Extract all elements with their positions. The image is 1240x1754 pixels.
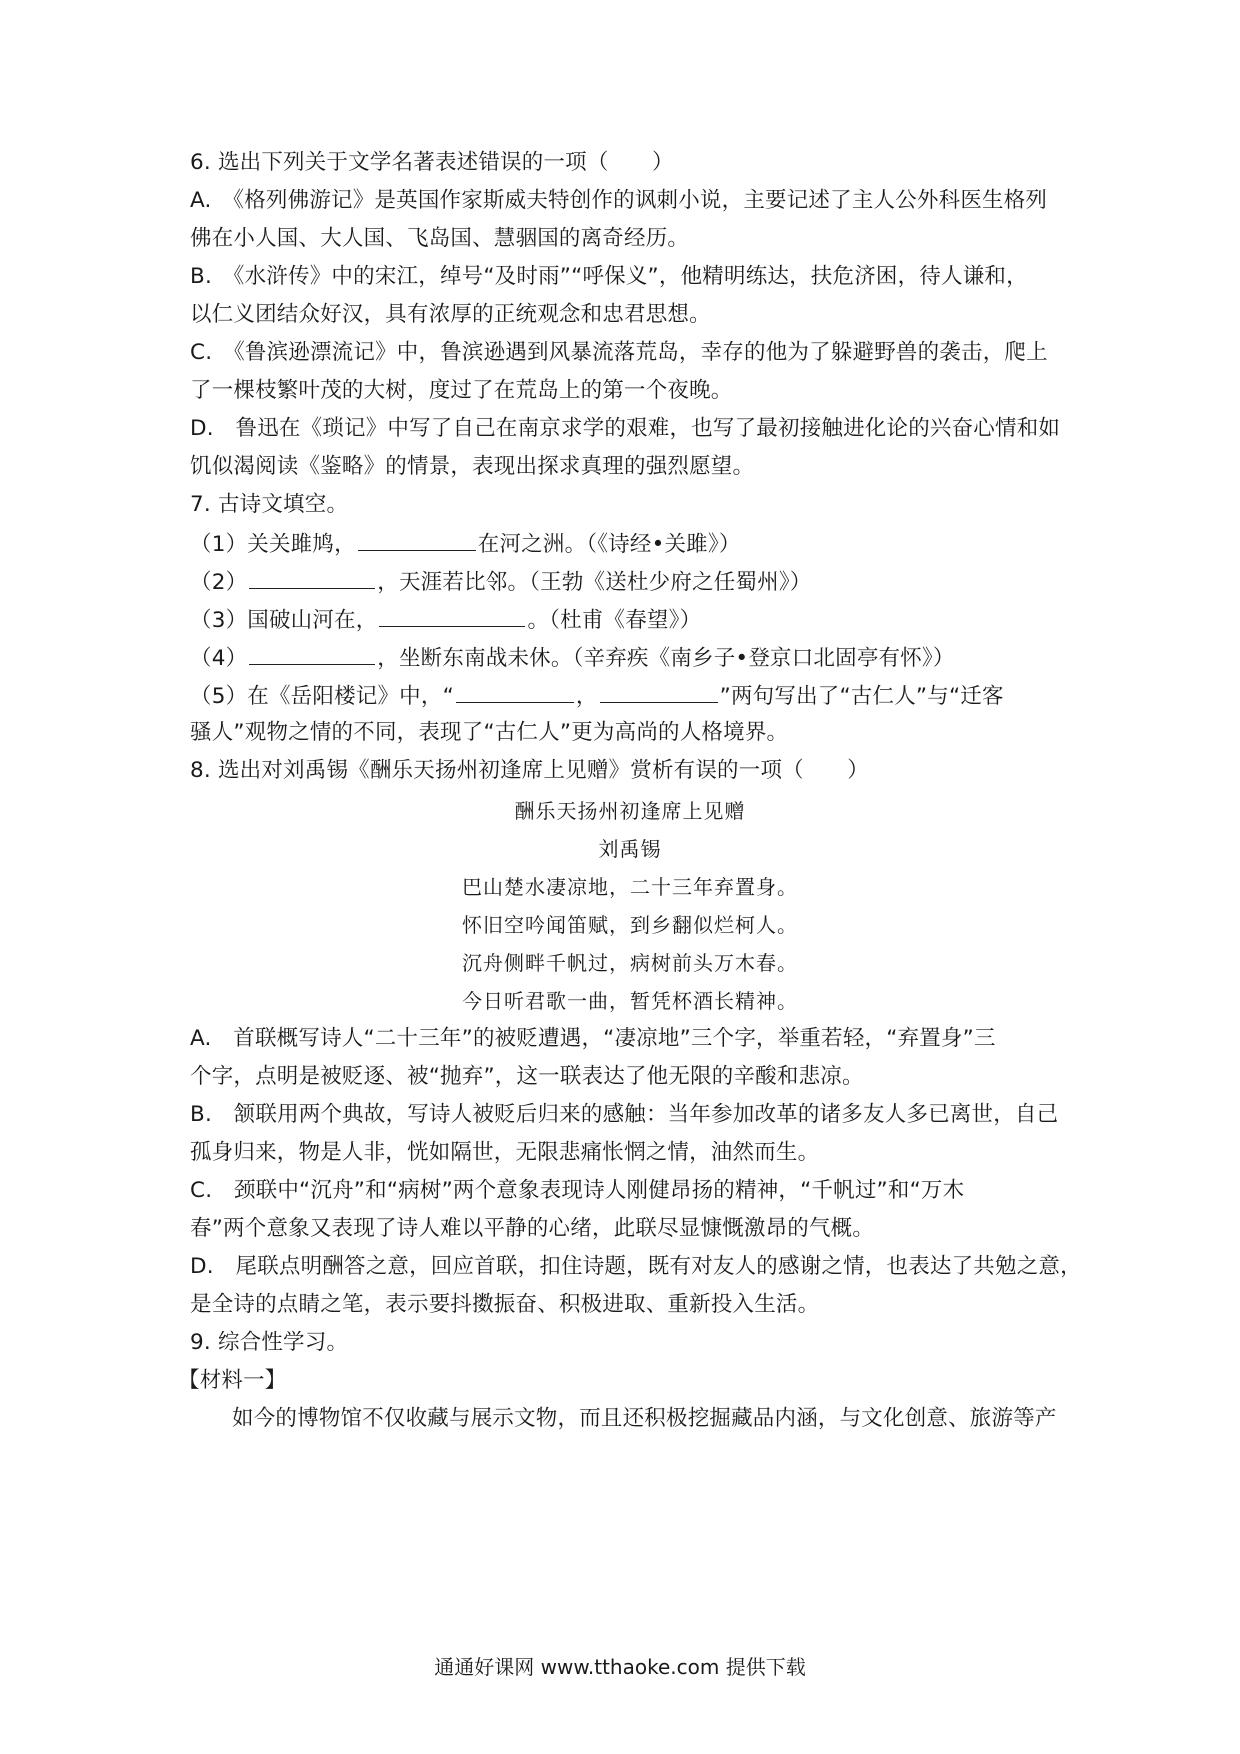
q7-item-3 [190, 604, 1070, 636]
q8-option-b-line2: 孤身归来，物是人非，恍如隔世，无限悲痛怅惘之情，油然而生。 [190, 1140, 820, 1165]
q7-item-2-suffix: ，天涯若比邻。（王勃《送杜少府之任蜀州》） [377, 570, 812, 595]
q7-item-3-suffix: 。（杜甫《春望》） [527, 608, 702, 633]
q8-option-c-line2: 春”两个意象又表现了诗人难以平静的心绪，此联尽显慷慨激昂的气概。 [190, 1216, 875, 1241]
q7-item-2-prefix: （2） [190, 570, 248, 595]
q8-option-c-line1: C. 颈联中“沉舟”和“病树”两个意象表现诗人刚健昂扬的精神，“千帆过”和“万木 [190, 1178, 965, 1203]
q7-item-4-suffix: ，坐断东南战未休。（辛弃疾《南乡子•登京口北固亭有怀》） [377, 646, 955, 671]
q8-option-d-line2: 是全诗的点睛之笔，表示要抖擞振奋、积极进取、重新投入生活。 [190, 1292, 820, 1317]
poem-author: 刘禹锡 [598, 837, 662, 861]
q7-item-5 [190, 680, 1070, 712]
page-footer: 通通好课网 www.tthaoke.com 提供下载 [434, 1655, 806, 1679]
poem-title: 酬乐天扬州初逢席上见赠 [514, 799, 746, 823]
q7-item-5-line2: 骚人”观物之情的不同，表现了“古仁人”更为高尚的人格境界。 [190, 720, 789, 745]
q6-option-a-line2: 佛在小人国、大人国、飞岛国、慧骃国的离奇经历。 [190, 226, 690, 251]
q8-option-a-line2: 个字，点明是被贬逐、被“抛弃”，这一联表达了他无限的辛酸和悲凉。 [190, 1064, 864, 1089]
q7-item-2 [190, 566, 1070, 598]
material-label: 【材料一】 [178, 1368, 287, 1393]
material-text: 如今的博物馆不仅收藏与展示文物，而且还积极挖掘藏品内涵，与文化创意、旅游等产 [232, 1406, 1057, 1431]
answer-blank[interactable] [249, 642, 375, 665]
q6-option-c-line2: 了一棵枝繁叶茂的大树，度过了在荒岛上的第一个夜晚。 [190, 378, 733, 403]
q7-item-3-prefix: （3）国破山河在， [190, 608, 378, 633]
q8-title: 8. 选出对刘禹锡《酬乐天扬州初逢席上见赠》赏析有误的一项（ ） [190, 758, 869, 783]
q9-title: 9. 综合性学习。 [190, 1330, 349, 1355]
q8-option-b-line1: B. 颔联用两个典故，写诗人被贬后归来的感触：当年参加改革的诸多友人多已离世，自己 [190, 1102, 1059, 1127]
q6-option-b-line1: B. 《水浒传》中的宋江，绰号“及时雨”“呼保义”，他精明练达，扶危济困，待人谦和， [190, 264, 1028, 289]
poem-line: 怀旧空吟闻笛赋，到乡翻似烂柯人。 [462, 913, 798, 937]
answer-blank[interactable] [379, 604, 525, 627]
q7-item-4 [190, 642, 1070, 674]
q7-title: 7. 古诗文填空。 [190, 492, 349, 517]
q7-item-1-suffix: 在河之洲。（《诗经•关雎》） [477, 532, 741, 557]
poem-line: 巴山楚水凄凉地，二十三年弃置身。 [462, 875, 798, 899]
q6-option-d-line2: 饥似渴阅读《鉴略》的情景，表现出探求真理的强烈愿望。 [190, 454, 755, 479]
q7-item-1 [190, 528, 1070, 560]
q7-item-5-suffix: ”两句写出了“古仁人”与“迁客 [719, 684, 1004, 709]
answer-blank[interactable] [600, 680, 718, 703]
answer-blank[interactable] [456, 680, 574, 703]
q6-option-a-line1: A. 《格列佛游记》是英国作家斯威夫特创作的讽刺小说，主要记述了主人公外科医生格列 [190, 188, 1048, 213]
answer-blank[interactable] [358, 528, 476, 551]
answer-blank[interactable] [249, 566, 375, 589]
q7-item-1-prefix: （1）关关雎鸠， [190, 532, 356, 557]
q6-title: 6. 选出下列关于文学名著表述错误的一项（ ） [190, 150, 674, 175]
poem-line: 沉舟侧畔千帆过，病树前头万木春。 [462, 951, 798, 975]
q6-option-c-line1: C. 《鲁滨逊漂流记》中，鲁滨逊遇到风暴流落荒岛，幸存的他为了躲避野兽的袭击，爬上 [190, 340, 1048, 365]
poem-line: 今日听君歌一曲，暂凭杯酒长精神。 [462, 989, 798, 1013]
q6-option-d-line1: D. 鲁迅在《琐记》中写了自己在南京求学的艰难，也写了最初接触进化论的兴奋心情和如 [190, 416, 1061, 441]
q7-item-5-mid: ， [575, 684, 598, 709]
q8-option-d-line1: D. 尾联点明酬答之意，回应首联，扣住诗题，既有对友人的感谢之情，也表达了共勉之意， [190, 1254, 1082, 1279]
q7-item-5-prefix: （5）在《岳阳楼记》中，“ [190, 684, 454, 709]
q7-item-4-prefix: （4） [190, 646, 248, 671]
q8-option-a-line1: A. 首联概写诗人“二十三年”的被贬遭遇，“凄凉地”三个字，举重若轻，“弃置身”三 [190, 1026, 996, 1051]
q6-option-b-line2: 以仁义团结众好汉，具有浓厚的正统观念和忠君思想。 [190, 302, 711, 327]
